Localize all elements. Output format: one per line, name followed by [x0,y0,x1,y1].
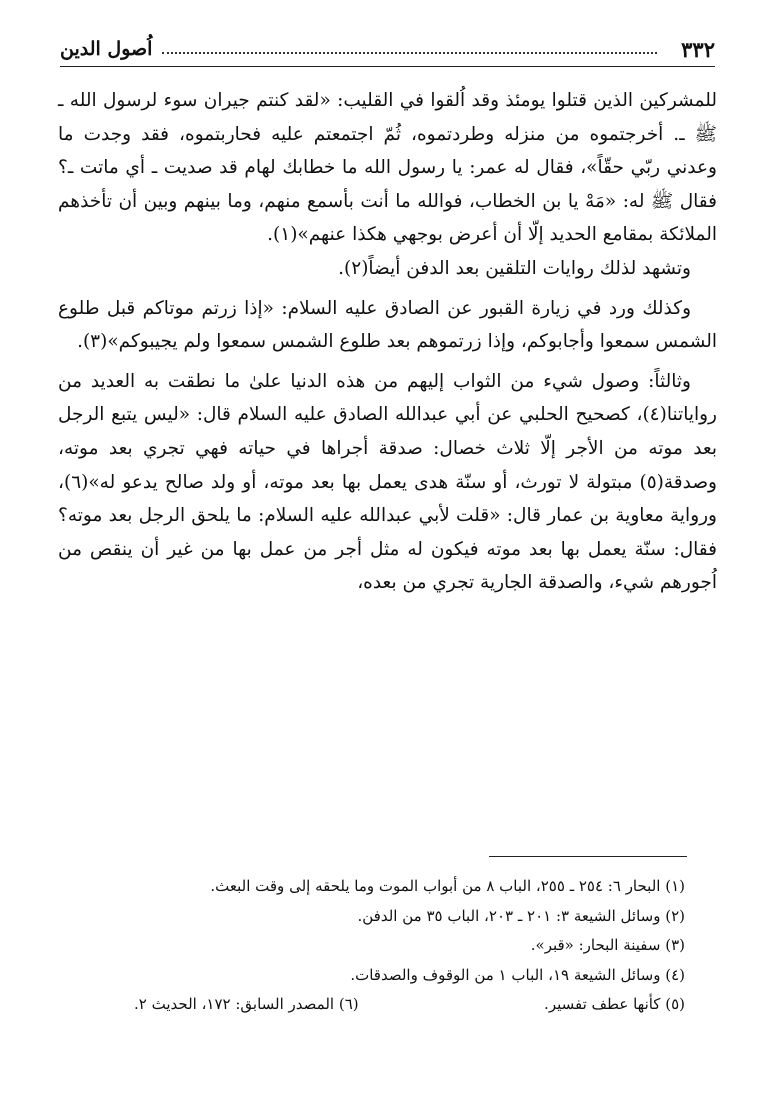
footnote-5: (٥) كأنها عطف تفسير. [544,995,685,1013]
main-text [58,84,717,600]
running-title: اُصول الدين [60,38,153,60]
paragraph-2: وتشهد لذلك روايات التلقين بعد الدفن أيضاً(٢). [338,257,691,279]
header-dot-leader [162,52,657,54]
footnote-separator [489,856,687,857]
page-number: ٣٣٢ [681,36,715,62]
footnote-row-5-6 [60,990,715,1020]
footnote-2: (٢) وسائل الشيعة ٣: ٢٠١ ـ ٢٠٣، الباب ٣٥ من الدفن. [357,906,685,925]
paragraph-1: للمشركين الذين قتلوا يومئذ وقد اُلقوا في القليب: «لقد كنتم جيران سوء لرسول الله ـ ﷺ ـ. أخرجتموه من منزله وطردتموه، ثُمّ اجتمعتم عليه فحاربتموه، فقد وجدت ما وعدني ربّي حقّاً»، فقال له عمر: يا رسول الله ما خطابك لهام قد صديت ـ أي ماتت ـ؟ فقال ﷺ له: «مَهْ يا بن الخطاب، فوالله ما أنت بأسمع منهم، وما بينهم وبين أن تأخذهم الملائكة بمقامع الحديد إلّا أن أعرض بوجهي هكذا عنهم»(١). [58,90,717,246]
footnote-1: (١) البحار ٦: ٢٥٤ ـ ٢٥٥، الباب ٨ من أبواب الموت وما يلحقه إلى وقت البعث. [210,877,685,895]
footnote-6: (٦) المصدر السابق: ١٧٢، الحديث ٢. [134,995,359,1013]
footnote-4: (٤) وسائل الشيعة ١٩، الباب ١ من الوقوف والصدقات. [350,965,685,984]
footnotes [60,872,715,1020]
footnote-3: (٣) سفينة البحار: «قبر». [530,936,685,954]
paragraph-3: وكذلك ورد في زيارة القبور عن الصادق عليه السلام: «إذا زرتم موتاكم قبل طلوع الشمس سمعوا وأجابوكم، وإذا زرتموهم بعد طلوع الشمس سمعوا ولم يجيبوكم»(٣). [58,297,717,353]
paragraph-4: وثالثاً: وصول شيء من الثواب إليهم من هذه الدنيا علىٰ ما نطقت به العديد من رواياتنا(٤)، كصحيح الحلبي عن أبي عبدالله الصادق عليه السلام قال: «ليس يتبع الرجل بعد موته من الأجر إلّا ثلاث خصال: صدقة أجراها في حياته فهي تجري بعد موته، وصدقة(٥) مبتولة لا تورث، أو سنّة هدى يعمل بها بعد موته، أو ولد صالح يدعو له»(٦)، ورواية معاوية بن عمار قال: «قلت لأبي عبدالله عليه السلام: ما يلحق الرجل بعد موته؟ فقال: سنّة يعمل بها بعد موته فيكون له مثل أجر من عمل بها من غير أن ينقص من اُجورهم شيء، والصدقة الجارية تجري من بعده، [58,370,717,594]
running-header [60,32,715,67]
